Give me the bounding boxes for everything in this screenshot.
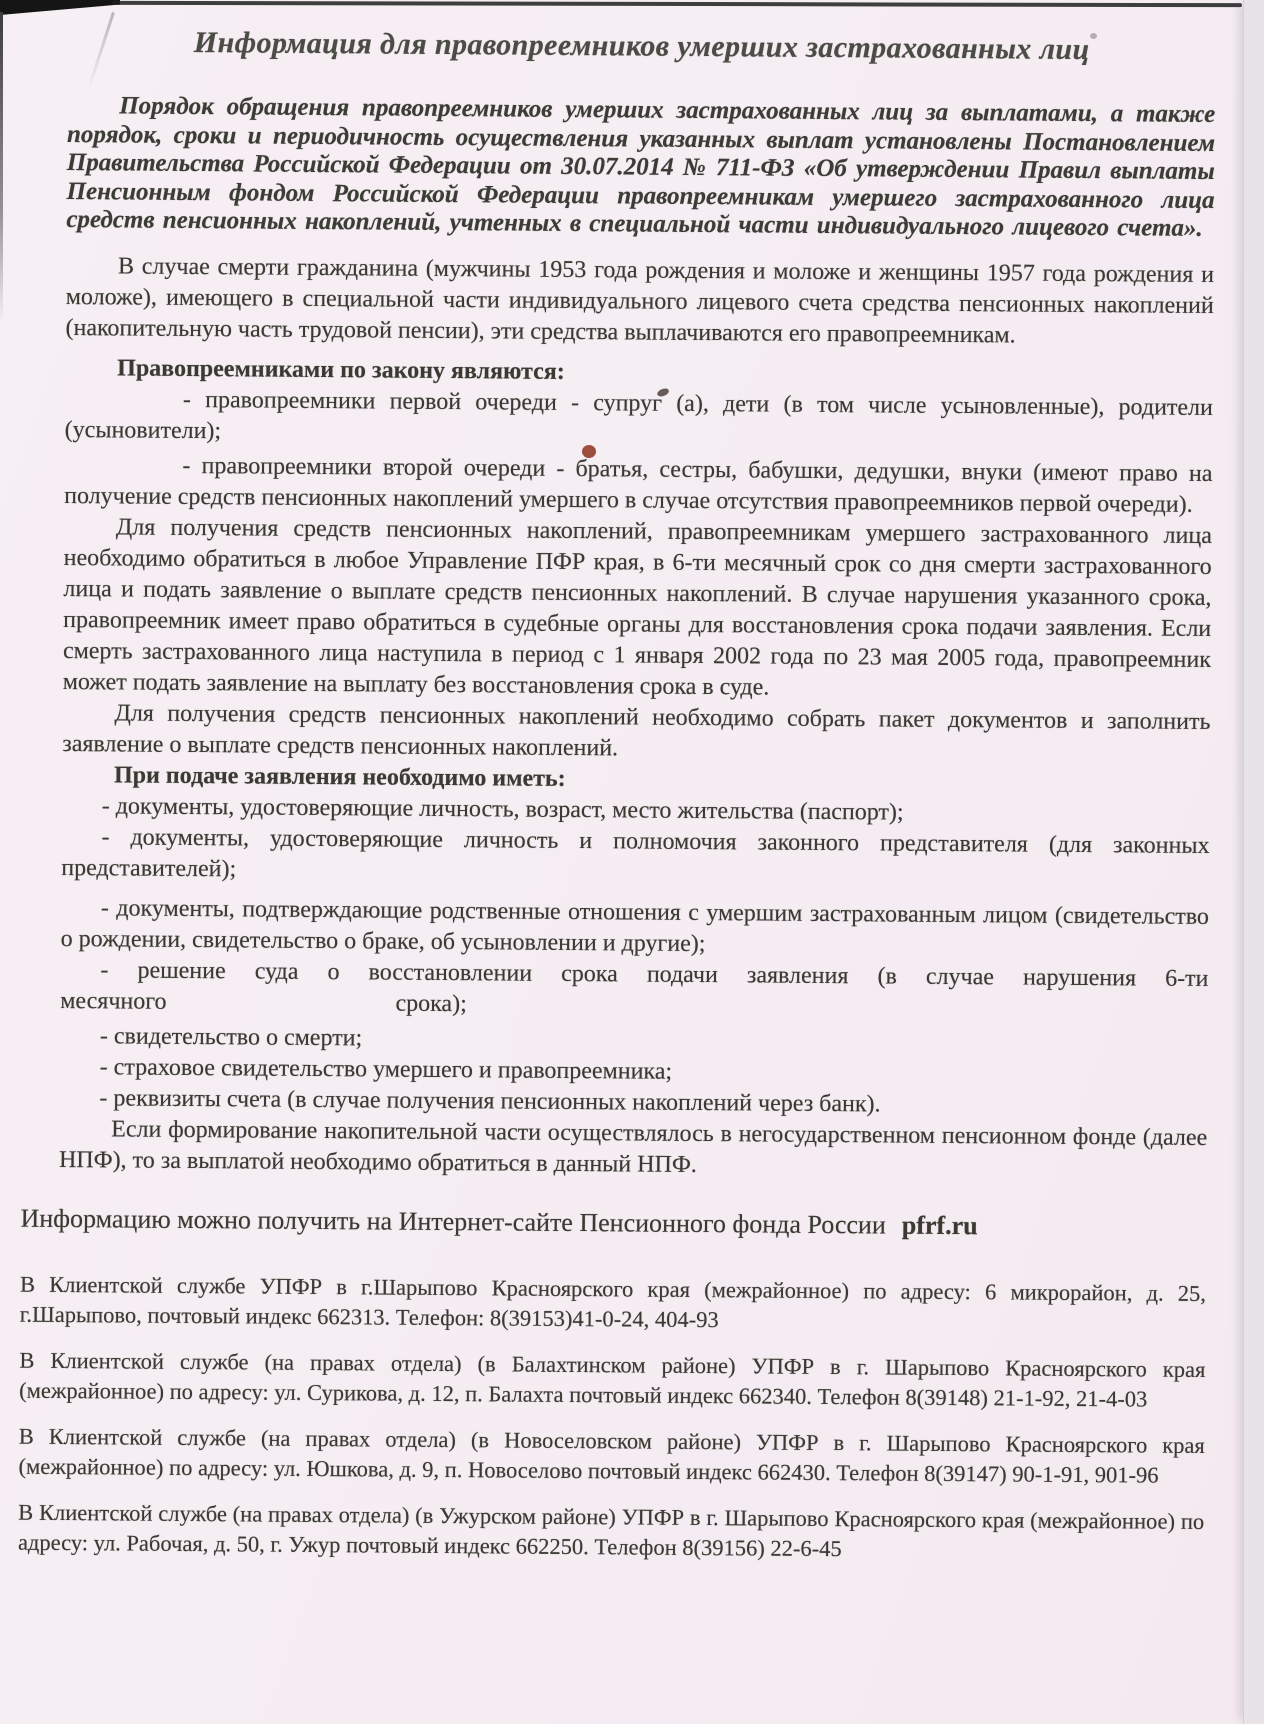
body-paragraph-1: Правопреемниками по закону являются: xyxy=(117,354,565,385)
body-paragraph-2: - правопреемники первой очереди - супруг (а), дети (в том числе усыновленные), родители (усыновители); xyxy=(64,386,1214,444)
paper-left-edge xyxy=(0,12,3,322)
body-paragraph-13: - страховое свидетельство умершего и правопреемника; xyxy=(99,1053,673,1085)
body-paragraph-10: - решение суда о восстановлении срока подачи заявления (в случае нарушения 6-ти xyxy=(100,956,1209,992)
contact-paragraph-sharypovo: В Клиентской службе УПФР в г.Шарыпово Красноярского края (межрайонное) по адресу: 6 микрорайон, д. 25, г.Шарыпово, почтовый индекс 662313. Телефон: 8(39153)41-0-24, 404-93 xyxy=(19,1271,1207,1332)
split-left: месячного xyxy=(60,987,167,1015)
split-right: срока); xyxy=(395,990,467,1017)
document-title: Информация для правопреемников умерших застрахованных лиц xyxy=(193,25,1090,67)
contact-paragraph-balahta: В Клиентской службе (на правах отдела) (в Балахтинском районе) УПФР в г. Шарыпово Красноярского края (межрайонное) по адресу: ул. Сурикова, д. 12, п. Балахта почтовый индекс 662340. Телефон 8(39148) 21-1-92, 21-4-03 xyxy=(19,1347,1206,1412)
info-line xyxy=(20,1203,1206,1242)
body-paragraph-6: При подаче заявления необходимо иметь: xyxy=(113,761,566,792)
body-paragraph-0: В случае смерти гражданина (мужчины 1953 года рождения и моложе и женщины 1957 года рождения и моложе), имеющего в специальной части индивидуального лицевого счета средства пенсионных накоплений (накопительную часть трудовой пенсии), эти средства выплачиваются его правопреемникам. xyxy=(65,252,1215,348)
scanner-edge-top-line xyxy=(112,1,1242,7)
document-body xyxy=(59,250,1214,1184)
intro-paragraph: Порядок обращения правопреемников умерших застрахованных лиц за выплатами, а также порядок, сроки и периодичность осуществления указанных выплат установлены Постановлением Правительства Российской Федерации от 30.07.2014 № 711-ФЗ «Об утверждении Правил выплаты Пенсионным фондом Российской Федерации правопреемникам умершего застрахованного лица средств пенсионных накоплений, учтенных в специальной части индивидуального лицевого счета». xyxy=(66,92,1216,242)
body-paragraph-14: - реквизиты счета (в случае получения пенсионных накоплений через банк). xyxy=(99,1084,881,1117)
body-paragraph-9: - документы, подтверждающие родственные отношения с умершим застрахованным лицом (свидетельство о рождении, свидетельство о браке, об усыновлении и другие); xyxy=(60,894,1210,957)
body-paragraph-3: - правопреемники второй очереди - братья, сестры, бабушки, дедушки, внуки (имеют право на получение средств пенсионных накоплений умершего в случае отсутствия правопреемников первой очереди). xyxy=(64,452,1213,518)
contact-paragraph-novoselovo: В Клиентской службе (на правах отдела) (в Новоселовском районе) УПФР в г. Шарыпово Красноярского края (межрайонное) по адресу: ул. Юшкова, д. 9, п. Новоселово почтовый индекс 662430. Телефон 8(39147) 90-1-91, 901-96 xyxy=(18,1423,1205,1488)
contact-paragraph-uzhur: В Клиентской службе (на правах отдела) (в Ужурском районе) УПФР в г. Шарыпово Красноярского края (межрайонное) по адресу: ул. Рабочая, д. 50, г. Ужур почтовый индекс 662250. Телефон 8(39156) 22-6-45 xyxy=(17,1499,1205,1561)
scanner-edge-corner xyxy=(0,0,120,15)
contacts-section xyxy=(18,1269,1206,1566)
body-paragraph-15: Если формирование накопительной части осуществлялось в негосударственном пенсионном фонде (далее НПФ), то за выплатой необходимо обратиться в данный НПФ. xyxy=(58,1115,1208,1178)
pfrf-site-label: pfrf.ru xyxy=(901,1210,978,1240)
body-paragraph-5: Для получения средств пенсионных накоплений необходимо собрать пакет документов и заполнить заявление о выплате средств пенсионных накоплений. xyxy=(62,699,1211,761)
body-paragraph-12: - свидетельство о смерти; xyxy=(99,1022,363,1051)
info-line-text: Информацию можно получить на Интернет-сайте Пенсионного фонда России xyxy=(20,1203,886,1239)
body-paragraph-7: - документы, удостоверяющие личность, возраст, место жительства (паспорт); xyxy=(101,792,904,826)
document-content xyxy=(17,14,1216,1582)
body-paragraph-4: Для получения средств пенсионных накоплений, правопреемникам умершего застрахованного лица необходимо обратиться в любое Управление ПФР края, в 6-ти месячный срок со дня смерти застрахованного лица и подать заявление о выплате средств пенсионных накоплений. В случае нарушения указанного срока, правопреемник имеет право обратиться в судебные органы для восстановления срока подачи заявления. Если смерть застрахованного лица наступила в период с 1 января 2002 года по 23 мая 2005 года, правопреемник может подать заявление на выплату без восстановления срока в суде. xyxy=(62,513,1213,701)
body-paragraph-8: - документы, удостоверяющие личность и полномочия законного представителя (для законных представителей); xyxy=(61,823,1210,882)
scanner-right-band xyxy=(1243,0,1264,1724)
